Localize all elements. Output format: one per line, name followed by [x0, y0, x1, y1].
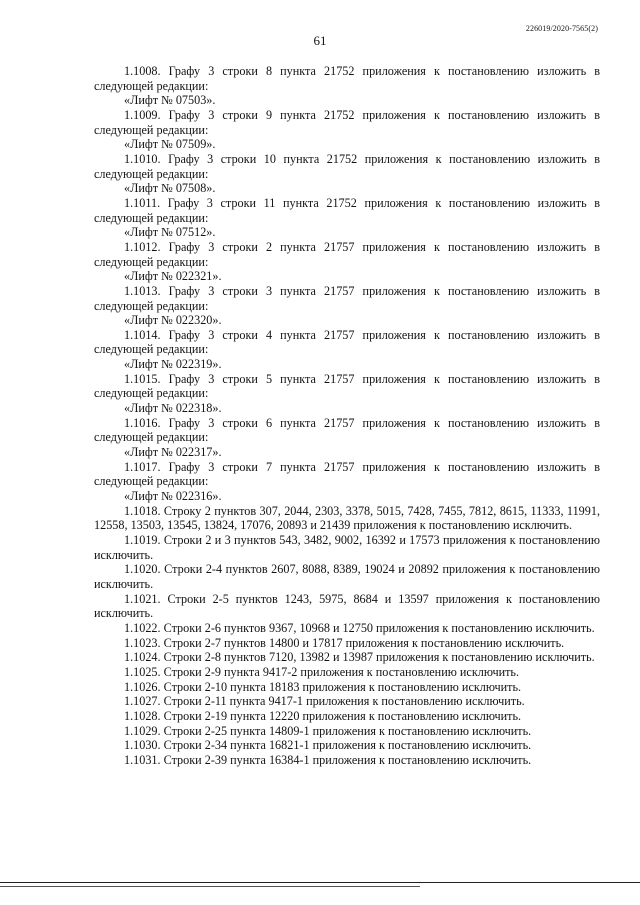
item-text: 1.1016. Графу 3 строки 6 пункта 21757 приложения к постановлению изложить в следующей редакции:	[94, 415, 600, 445]
list-item	[94, 738, 600, 753]
list-item	[94, 621, 600, 636]
item-text: 1.1008. Графу 3 строки 8 пункта 21752 приложения к постановлению изложить в следующей редакции:	[94, 64, 600, 93]
item-text: 1.1010. Графу 3 строки 10 пункта 21752 приложения к постановлению изложить в следующей редакции:	[94, 151, 600, 181]
list-item	[94, 460, 600, 504]
item-text: 1.1027. Строки 2-11 пункта 9417-1 приложения к постановлению исключить.	[124, 694, 525, 709]
list-item	[94, 372, 600, 416]
item-text: 1.1030. Строки 2-34 пункта 16821-1 приложения к постановлению исключить.	[124, 738, 532, 753]
item-quote: «Лифт № 022318».	[124, 401, 222, 416]
item-quote: «Лифт № 07509».	[124, 137, 216, 152]
item-text: 1.1012. Графу 3 строки 2 пункта 21757 приложения к постановлению изложить в следующей редакции:	[94, 239, 600, 269]
item-text: 1.1029. Строки 2-25 пункта 14809-1 приложения к постановлению исключить.	[124, 723, 532, 738]
item-text: 1.1014. Графу 3 строки 4 пункта 21757 приложения к постановлению изложить в следующей редакции:	[94, 327, 600, 357]
document-code: 226019/2020-7565(2)	[525, 24, 598, 33]
list-item	[94, 680, 600, 695]
item-text: 1.1020. Строки 2-4 пунктов 2607, 8088, 8389, 19024 и 20892 приложения к постановлению исключить.	[94, 562, 600, 591]
item-quote: «Лифт № 07512».	[124, 225, 216, 240]
item-text: 1.1026. Строки 2-10 пункта 18183 приложения к постановлению исключить.	[124, 679, 522, 694]
footer-divider	[0, 882, 640, 883]
item-text: 1.1011. Графу 3 строки 11 пункта 21752 приложения к постановлению изложить в следующей редакции:	[94, 195, 600, 225]
footer-divider-secondary	[0, 886, 420, 887]
list-item	[94, 562, 600, 591]
item-text: 1.1025. Строки 2-9 пункта 9417-2 приложения к постановлению исключить.	[124, 664, 520, 679]
item-text: 1.1018. Строку 2 пунктов 307, 2044, 2303, 3378, 5015, 7428, 7455, 7812, 8615, 11333, 11991, 12558, 13503, 13545, 13824, 17076, 20893 и 21439 приложения к постановлению исключить.	[94, 503, 600, 533]
item-text: 1.1023. Строки 2-7 пунктов 14800 и 17817 приложения к постановлению исключить.	[124, 635, 565, 650]
list-item	[94, 665, 600, 680]
list-item	[94, 416, 600, 460]
item-text: 1.1021. Строки 2-5 пунктов 1243, 5975, 8684 и 13597 приложения к постановлению исключить.	[94, 591, 600, 621]
list-item	[94, 328, 600, 372]
item-quote: «Лифт № 022317».	[124, 445, 222, 460]
item-quote: «Лифт № 07508».	[124, 181, 216, 196]
item-text: 1.1024. Строки 2-8 пунктов 7120, 13982 и 13987 приложения к постановлению исключить.	[124, 650, 595, 665]
item-text: 1.1009. Графу 3 строки 9 пункта 21752 приложения к постановлению изложить в следующей редакции:	[94, 107, 600, 137]
list-item	[94, 694, 600, 709]
item-quote: «Лифт № 022319».	[124, 357, 222, 372]
list-item	[94, 709, 600, 724]
list-item	[94, 724, 600, 739]
item-text: 1.1013. Графу 3 строки 3 пункта 21757 приложения к постановлению изложить в следующей редакции:	[94, 283, 600, 313]
item-text: 1.1019. Строки 2 и 3 пунктов 543, 3482, 9002, 16392 и 17573 приложения к постановлению исключить.	[94, 533, 600, 562]
item-text: 1.1015. Графу 3 строки 5 пункта 21757 приложения к постановлению изложить в следующей редакции:	[94, 371, 600, 401]
list-item	[94, 636, 600, 651]
list-item	[94, 240, 600, 284]
list-item	[94, 504, 600, 533]
item-quote: «Лифт № 07503».	[124, 93, 216, 108]
item-text: 1.1031. Строки 2-39 пункта 16384-1 приложения к постановлению исключить.	[124, 752, 532, 767]
list-item	[94, 284, 600, 328]
list-item	[94, 592, 600, 621]
item-quote: «Лифт № 022320».	[124, 313, 222, 328]
document-body	[94, 64, 600, 768]
item-quote: «Лифт № 022316».	[124, 489, 222, 504]
page-number: 61	[313, 33, 327, 48]
item-quote: «Лифт № 022321».	[124, 269, 222, 284]
list-item	[94, 152, 600, 196]
list-item	[94, 650, 600, 665]
list-item	[94, 196, 600, 240]
item-text: 1.1017. Графу 3 строки 7 пункта 21757 приложения к постановлению изложить в следующей редакции:	[94, 459, 600, 489]
list-item	[94, 64, 600, 108]
item-text: 1.1022. Строки 2-6 пунктов 9367, 10968 и 12750 приложения к постановлению исключить.	[124, 620, 595, 635]
list-item	[94, 753, 600, 768]
list-item	[94, 533, 600, 562]
item-text: 1.1028. Строки 2-19 пункта 12220 приложения к постановлению исключить.	[124, 708, 522, 723]
list-item	[94, 108, 600, 152]
